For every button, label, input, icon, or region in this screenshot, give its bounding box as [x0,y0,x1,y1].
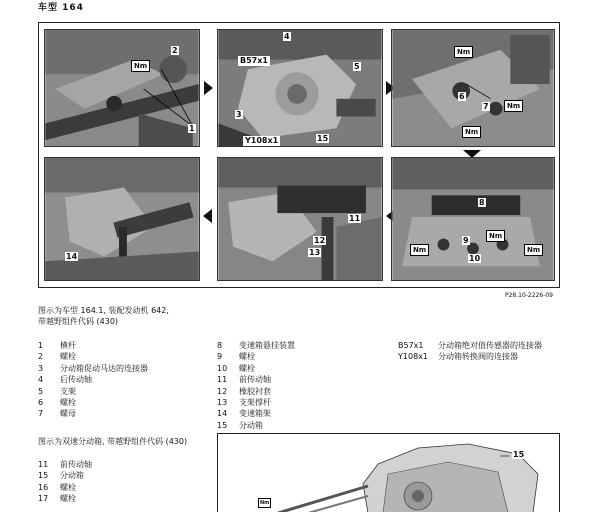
procedure-figure [38,22,560,288]
torque-nm-label: Nm [462,126,481,138]
legend-row [38,363,148,374]
legend-num: 5 [38,386,44,396]
callout-8: 8 [479,198,485,207]
callout-11: 11 [349,214,361,223]
photo-transmission-bolts [391,157,555,281]
connector-b57x1-label: B57x1 [240,56,268,65]
legend-row [217,351,295,362]
legend-row [38,397,148,408]
torque-nm-label: Nm [524,244,543,256]
callout-5: 5 [354,62,360,71]
legend-row [38,493,92,504]
legend-text: 后传动轴 [60,375,92,385]
legend-num: 2 [38,352,44,362]
legend-text: 螺栓 [60,494,76,504]
legend-num: 16 [38,482,49,492]
legend-text: 支架 [60,386,76,396]
legend-text: 横杆 [60,341,76,350]
photo-front-driveshaft [217,157,383,281]
legend-num: 1 [38,341,44,350]
legend-column-4 [38,459,92,505]
legend-num: B57x1 [398,341,424,350]
legend-num: 9 [217,352,223,362]
legend-num: 15 [38,471,49,481]
legend-row [217,386,295,397]
legend-num: 3 [38,363,44,373]
callout-15: 15 [513,450,525,459]
photo-transmission-mount-image [45,158,199,280]
legend-num: 13 [217,398,228,408]
callout-9: 9 [463,236,469,245]
legend-num: 17 [38,494,49,504]
callout-4: 4 [284,32,290,41]
figure-caption [38,305,169,327]
legend-row [217,408,295,419]
legend-num: 10 [217,363,228,373]
torque-nm-label: Nm [454,46,473,58]
legend-text: 前传动轴 [60,460,92,469]
connector-y108x1-label: Y108x1 [245,136,279,145]
legend-text: 分动箱 [239,420,263,430]
legend-num: 8 [217,341,223,350]
callout-2: 2 [172,46,178,55]
step-arrow-right [204,81,213,95]
legend-row [38,386,148,397]
legend-text: 变速箱悬挂装置 [239,341,295,350]
legend-num: 11 [217,375,228,385]
legend-text: 分动箱绝对值传感器的连接器 [438,341,542,350]
transfer-case-drawing [217,433,560,512]
callout-13: 13 [309,248,321,257]
legend-row [217,374,295,385]
photo-transfer-case [217,29,383,147]
legend-text: 前传动轴 [239,375,271,385]
legend-column-1 [38,340,148,420]
callout-1: 1 [189,124,195,133]
torque-nm-label: Nm [486,230,505,242]
callout-10: 10 [469,254,481,263]
torque-nm-label: Nm [131,60,150,72]
photo-crossmember [44,29,200,147]
legend-num: 7 [38,409,44,419]
torque-nm-label: Nm [260,500,270,506]
legend-text: 螺栓 [239,352,255,362]
legend-text: 分动箱转换阀的连接器 [438,352,518,362]
photo-transfer-case-image [218,30,382,146]
legend-row [217,340,295,351]
photo-transmission-mount [44,157,200,281]
callout-7: 7 [483,102,489,111]
legend-row [38,351,148,362]
legend-row [217,397,295,408]
legend-text: 变速箱架 [239,409,271,419]
photo-bracket-bolts [391,29,555,147]
legend-num: 4 [38,375,44,385]
callout-15: 15 [317,134,329,143]
legend-row [38,340,148,351]
legend-text: 螺栓 [60,482,76,492]
callout-12: 12 [314,236,326,245]
legend-row [398,351,542,362]
legend-text: 支架撑杆 [239,398,271,408]
legend-num: 14 [217,409,228,419]
legend-text: 螺栓 [239,363,255,373]
model-header: 车型 164 [38,3,84,13]
legend-text: 螺栓 [60,398,76,408]
legend-text: 螺栓 [60,352,76,362]
legend-num: 6 [38,398,44,408]
step-arrow-left [203,209,212,223]
legend-column-3 [398,340,542,363]
legend-num: 15 [217,420,228,430]
callout-14: 14 [66,252,78,261]
callout-6: 6 [459,92,465,101]
legend-text: 分动箱促动马达的连接器 [60,363,148,373]
legend-text: 橡胶衬套 [239,386,271,396]
legend-text: 螺母 [60,409,76,419]
legend-row [38,408,148,419]
legend-num: 12 [217,386,228,396]
legend-row [38,470,92,481]
figure-caption-2: 图示为双速分动箱, 带越野组件代码 (430) [38,437,188,446]
legend-row [38,459,92,470]
torque-nm-label: Nm [410,244,429,256]
caption-line: 图示为车型 164.1, 装配发动机 642, [38,306,169,315]
callout-3: 3 [236,110,242,119]
legend-text: 分动箱 [60,471,84,481]
legend-row [217,420,295,431]
legend-row [38,482,92,493]
torque-nm-label: Nm [504,100,523,112]
legend-num: 11 [38,460,49,469]
legend-num: Y108x1 [398,352,428,362]
figure-reference-code: P28.10-2226-09 [504,292,553,299]
legend-row [398,340,542,351]
legend-row [217,363,295,374]
legend-row [38,374,148,385]
legend-column-2 [217,340,295,431]
caption-line: 带越野组件代码 (430) [38,317,119,326]
